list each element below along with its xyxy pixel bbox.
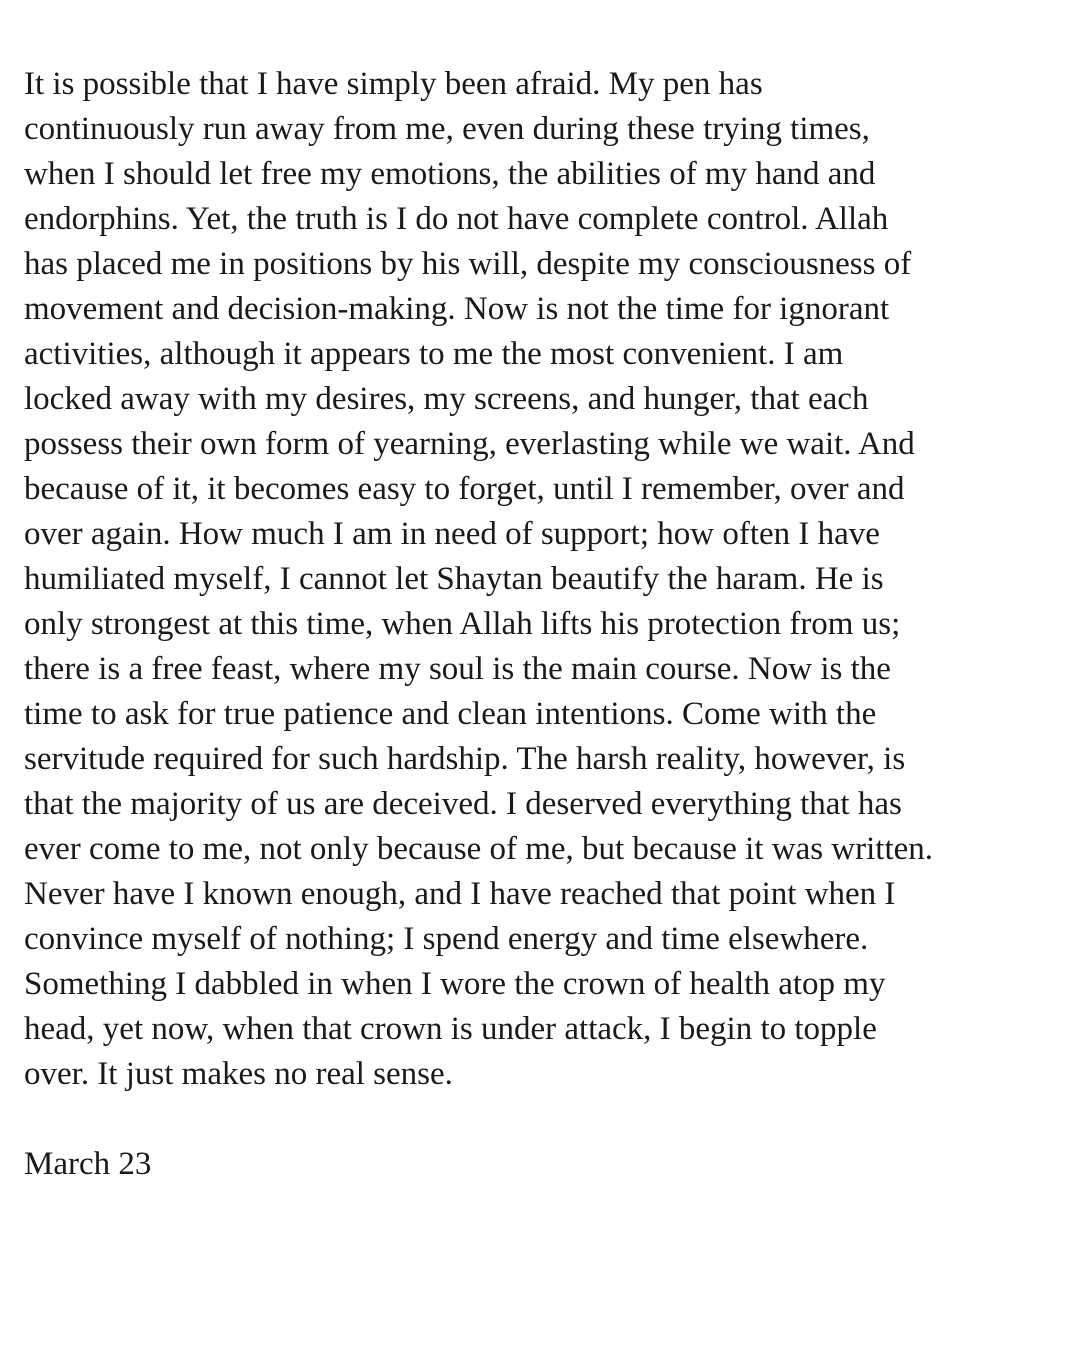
body-line-11: over again. How much I am in need of support; how often I have <box>24 516 880 552</box>
body-line-5: has placed me in positions by his will, despite my consciousness of <box>24 246 912 282</box>
journal-body <box>24 62 1074 1097</box>
body-line-12: humiliated myself, I cannot let Shaytan beautify the haram. He is <box>24 561 884 597</box>
body-line-15: time to ask for true patience and clean intentions. Come with the <box>24 696 877 732</box>
body-line-20: convince myself of nothing; I spend energy and time elsewhere. <box>24 921 869 957</box>
body-line-17: that the majority of us are deceived. I deserved everything that has <box>24 786 902 822</box>
body-line-19: Never have I known enough, and I have reached that point when I <box>24 876 896 912</box>
body-line-18: ever come to me, not only because of me, but because it was written. <box>24 831 934 867</box>
body-line-13: only strongest at this time, when Allah lifts his protection from us; <box>24 606 901 642</box>
journal-entry <box>24 62 1074 1187</box>
body-line-8: locked away with my desires, my screens, and hunger, that each <box>24 381 869 417</box>
body-line-2: continuously run away from me, even during these trying times, <box>24 111 870 147</box>
body-line-21: Something I dabbled in when I wore the crown of health atop my <box>24 966 886 1002</box>
body-line-7: activities, although it appears to me the most convenient. I am <box>24 336 844 372</box>
body-line-10: because of it, it becomes easy to forget, until I remember, over and <box>24 471 905 507</box>
body-line-14: there is a free feast, where my soul is the main course. Now is the <box>24 651 891 687</box>
body-line-9: possess their own form of yearning, everlasting while we wait. And <box>24 426 915 462</box>
body-line-6: movement and decision-making. Now is not the time for ignorant <box>24 291 890 327</box>
body-line-4: endorphins. Yet, the truth is I do not have complete control. Allah <box>24 201 889 237</box>
body-line-1: It is possible that I have simply been afraid. My pen has <box>24 66 763 102</box>
entry-date: March 23 <box>24 1146 152 1182</box>
body-line-23: over. It just makes no real sense. <box>24 1056 453 1092</box>
body-line-3: when I should let free my emotions, the abilities of my hand and <box>24 156 876 192</box>
body-line-22: head, yet now, when that crown is under attack, I begin to topple <box>24 1011 877 1047</box>
body-line-16: servitude required for such hardship. The harsh reality, however, is <box>24 741 906 777</box>
